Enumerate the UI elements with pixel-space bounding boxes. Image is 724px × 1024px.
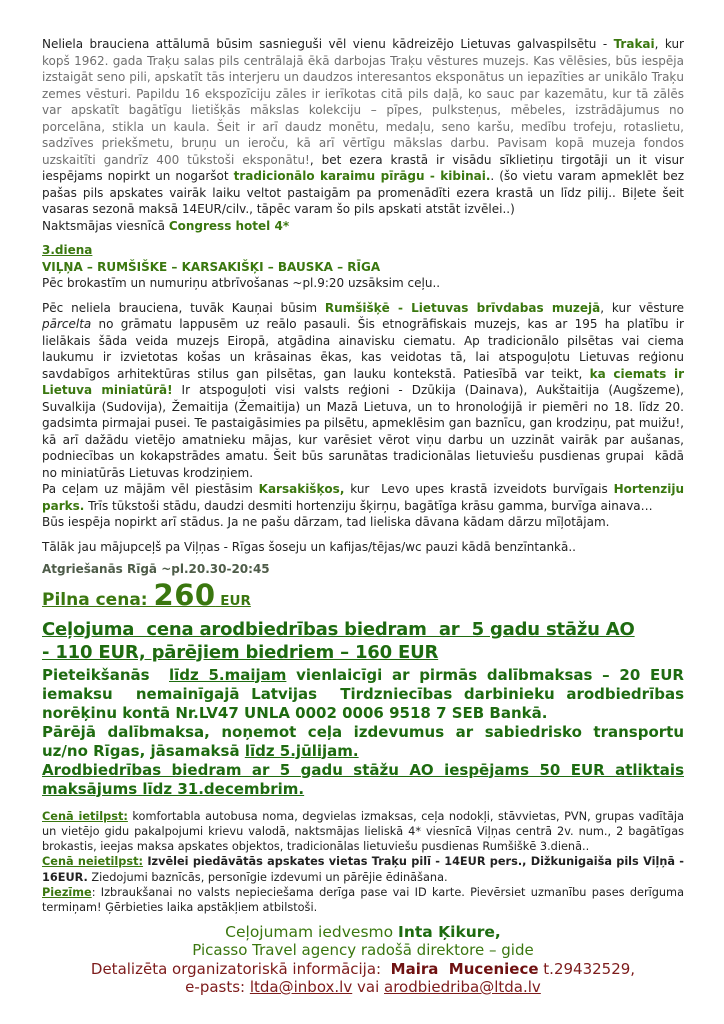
footer-email-line xyxy=(42,979,684,998)
text-run: pārcelta xyxy=(42,317,92,331)
text-run: līdz 5.maijam xyxy=(169,665,287,684)
remaining-fee-paragraph xyxy=(42,723,684,761)
text-run: VIĻŅA – RUMŠIŠKE – KARSAKIŠĶI – BAUSKA – RĪGA xyxy=(42,259,381,274)
text-run: vai xyxy=(352,978,385,997)
text-run: no grāmatu lappusēm uz reālo pasauli. Šis etnogrāfiskais muzejs, kas ar 195 ha platību ir lielākais šāda veida muzejs Eiropā, atgādina ainavisku ciematu. Ap tradicionālo pilsētas vai ciema laukumu ir izvietotas košas un krāsainas ēkas, kas veidotas tā, lai atspoguļotu Lietuvas reģionu savdabīgos arhitektūras stilus gan pilsētas, gan lauku kontekstā. Patiesībā var teikt, xyxy=(42,317,684,381)
text-run: EUR xyxy=(215,592,251,609)
text-run: 260 xyxy=(153,577,216,612)
text-run: Arodbiedrības biedram ar 5 gadu stāžu AO iespējams 50 EUR atliktais maksājums līdz 31.decembrim. xyxy=(42,760,684,798)
breakfast-line xyxy=(42,275,684,292)
accommodation-line xyxy=(42,218,684,235)
route-heading xyxy=(42,259,684,276)
price-includes-paragraph xyxy=(42,809,684,855)
text-run: Pilna cena: xyxy=(42,589,154,610)
text-run: e-pasts: xyxy=(185,978,250,997)
text-run: Atgriešanās Rīgā ~pl.20.30-20:45 xyxy=(42,562,270,576)
text-run: 3.diena xyxy=(42,243,93,257)
text-run: - 110 EUR, pārējiem biedriem – 160 EUR xyxy=(42,641,439,663)
text-run: ka ciemats ir Lietuva miniatūrā! xyxy=(42,366,684,397)
text-run: Ziedojumi baznīcās, personīgie izdevumi un pārējie ēdināšana. xyxy=(87,870,448,884)
text-run: Rumšišķē - Lietuvas brīvdabas muzejā xyxy=(324,300,601,315)
text-run: Cenā ietilpst: xyxy=(42,809,128,823)
full-price-line xyxy=(42,577,684,616)
text-run: komfortabla autobusa noma, degvielas izmaksas, ceļa nodokļi, stāvvietas, PVN, grupas vadītāja un vietējo gidu pakalpojumi krievu valodā, naktsmājas lieliskā 4* viesnīcā Viļņas centrā 2v. num., 2 bagātīgas brokastis, ieejas maksa apskates objektos, tradicionālas lietuviešu pusdienas Rumšiškē 3.dienā.. xyxy=(42,809,684,854)
email-link-ltda-inbox[interactable]: ltda@inbox.lv xyxy=(249,978,353,997)
note-paragraph xyxy=(42,885,684,916)
text-run: kopš 1962. gada Traķu salas pils centrālajā ēkā darbojas Traķu vēstures muzejs. Kas vēlēsies, būs iespēja izstaigāt seno pili, apskatīt tās interjeru un daudzos interesantos eksponātus un iepazīties ar unikālo Traķu zemes vēsturi. Papildu 16 ekspozīciju zāles ir ierīkotas citā pils daļā, ko sauc par kazemātu, kur tā zālēs var apskatīt bagātīgu lietišķās mākslas kolekciju – pīpes, pulksteņus, mēbeles, izstrādājumus no porcelāna, stikla un kaula. Šeit ir arī daudz monētu, medaļu, seno karšu, medību trofeju, rotaslietu, sadzīves priekšmetu, bruņu un ieroču, kā arī vērtīgu mākslas darbu. Pavisam kopā muzeja fondos uzskaitīti gandrīz 400 tūkstoši eksponātu! xyxy=(42,53,684,167)
text-run: Trakai xyxy=(613,37,655,51)
text-run: Detalizēta organizatoriskā informācija: xyxy=(90,959,391,978)
rumsiske-paragraph xyxy=(42,300,684,482)
text-run: , kur xyxy=(654,37,684,51)
text-run: , bet ezera krastā ir visādu sīklietiņu tirgotāji un it visur iespējams nopirkt un nogaršot xyxy=(42,152,684,183)
text-run: Tālāk jau mājupceļš pa Viļņas - Rīgas šoseju un kafijas/tējas/wc pauzi kādā benzīntankā.. xyxy=(42,539,576,554)
text-run: Pieteikšanās xyxy=(42,665,169,684)
text-run: kur Levo upes krastā izveidots burvīgais xyxy=(344,482,614,496)
footer-agency-line xyxy=(42,942,684,961)
text-run: . (šo vietu varam apmeklēt bez pašas pils apskates vairāk laiku veltot pastaigām pa promenādīti ezera krastā un līdz pilij.. Biļete šeit vasaras sezonā maksā 14EUR/cilv., tāpēc varam šo pils apskati atstāt izvēlei..) xyxy=(42,169,685,216)
text-run: tradicionālo karaimu pīrāgu - kibinai. xyxy=(233,169,491,183)
price-excludes-paragraph xyxy=(42,854,684,885)
text-run: Ir atspoguļoti visi valsts reģioni - Dzūkija (Dainava), Aukštaitija (Augšzeme), Suvalkija (Sudovija), Žemaitija (Žemaitija) un Mazā Lietuva, un to hronoloģijā ir piemēri no 18. līdz 20. gadsimta pirmajai pusei. Te pastaigāsimies pa pilsētu, apmeklēsim gan baznīcu, gan krodziņu, pat muižu!, kā arī dažādu vietējo amatnieku mājas, kur varēsiet vērot viņu darbu un uzzināt vairāk par aušanas, podniecības un kokapstrādes amatu. Šeit būs sarunātas tradicionālas lietuviešu pusdienas grupai kādā no miniatūrās Lietuvas krodziņiem. xyxy=(42,383,684,480)
intro-paragraph xyxy=(42,36,684,218)
text-run: , kur vēsture xyxy=(600,300,684,315)
document xyxy=(42,36,684,998)
footer-inspiration-line xyxy=(42,924,684,943)
member-price-heading xyxy=(42,618,684,664)
text-run: Cenā neietilpst: xyxy=(42,855,144,869)
email-link-arodbiedriba[interactable]: arodbiedriba@ltda.lv xyxy=(384,978,541,997)
text-run: Maira Muceniece xyxy=(390,959,539,978)
text-run: Izvēlei piedāvātās apskates vietas Traķu pilī - 14EUR pers., Dižkunigaiša pils Viļņā - 16EUR. xyxy=(42,855,685,884)
text-run: : Izbraukšanai no valsts nepieciešama derīga pase vai ID karte. Pievērsiet uzmanību pases derīguma termiņam! Ģērbieties laika apstākļiem atbilstoši. xyxy=(42,885,684,915)
return-road-line xyxy=(42,539,684,556)
text-run: Hortenziju parks. xyxy=(42,482,685,513)
text-run: Būs iespēja nopirkt arī stādus. Ja ne pašu dārzam, tad lieliska dāvana kādam dārzu mīļotājam. xyxy=(42,515,610,529)
text-run: Ceļojumam iedvesmo xyxy=(225,922,399,941)
seedlings-line xyxy=(42,514,684,531)
text-run: t.29432529, xyxy=(538,959,636,978)
karsakiskis-paragraph xyxy=(42,481,684,514)
registration-paragraph xyxy=(42,666,684,723)
footer-contact-line xyxy=(42,961,684,980)
deferred-payment-paragraph xyxy=(42,761,684,799)
arrival-line xyxy=(42,561,684,578)
text-run: Pa ceļam uz mājām vēl piestāsim xyxy=(42,482,259,496)
text-run: līdz 5.jūlijam. xyxy=(244,741,359,760)
text-run: Congress hotel 4* xyxy=(168,218,290,233)
day-heading xyxy=(42,242,684,259)
text-run: Piezīme xyxy=(42,885,92,899)
text-run: Inta Ķikure, xyxy=(398,922,501,941)
text-run: Trīs tūkstoši stādu, daudzi desmiti hortenziju šķirņu, bagātīga krāsu gamma, burvīga ainava… xyxy=(84,498,653,513)
text-run: Neliela brauciena attālumā būsim sasnieguši vēl vienu kādreizējo Lietuvas galvaspilsētu - xyxy=(42,37,614,51)
text-run: Karsakišķos, xyxy=(258,482,345,496)
text-run: vienlaicīgi ar pirmās dalībmaksas – 20 EUR iemaksu nemainīgajā Latvijas Tirdzniecības darbinieku arodbiedrības norēķinu kontā Nr.LV47 UNLA 0002 0006 9518 7 SEB Bankā. xyxy=(42,665,684,722)
text-run: Ceļojuma cena arodbiedrības biedram ar 5 gadu stāžu AO xyxy=(42,618,635,640)
text-run: Pēc neliela brauciena, tuvāk Kauņai būsim xyxy=(42,300,325,315)
text-run: Pārējā dalībmaksa, noņemot ceļa izdevumus ar sabiedrisko transportu uz/no Rīgas, jāsamaksā xyxy=(42,722,684,760)
text-run: Picasso Travel agency radošā direktore – gide xyxy=(192,941,534,960)
text-run: Pēc brokastīm un numuriņu atbrīvošanas ~pl.9:20 uzsāksim ceļu.. xyxy=(42,276,441,290)
text-run: Naktsmājas viesnīcā xyxy=(42,218,169,233)
